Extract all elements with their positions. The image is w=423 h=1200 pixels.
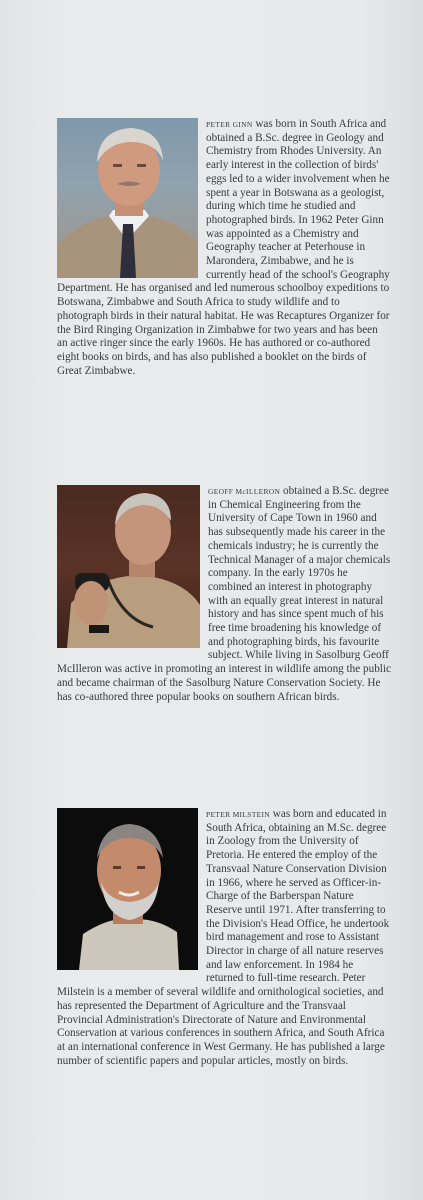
author-name-peter-ginn: PETER GINN — [206, 120, 253, 129]
author-bio-peter-ginn — [57, 118, 391, 378]
author-photo-geoff-mcilleron — [57, 485, 200, 648]
author-name-peter-milstein: PETER MILSTEIN — [206, 810, 270, 819]
author-bio-geoff-mcilleron — [57, 485, 391, 704]
author-name-geoff-mcilleron: GEOFF McILLERON — [208, 487, 281, 496]
author-bio-text-peter-milstein: was born and educated in South Africa, obtaining an M.Sc. degree in Zoology from the University of Pretoria. He entered the employ of the Transvaal Nature Conservation Division in 1966, where he served as Officer-in-Charge of the Barberspan Nature Reserve until 1971. After transferring to the Division's Head Office, he undertook bird management and rose to Assistant Director in charge of all nature reserves and law enforcement. In 1984 he returned to full-time research. Peter Milstein is a member of several wildlife and ornithological societies, and has represented the Department of Agriculture and the Transvaal Provincial Administration's Directorate of Nature and Environmental Conservation at various conferences in southern Africa, and South Africa at an international conference in West Germany. He has published a large number of scientific papers and popular articles, mostly on birds. — [57, 808, 390, 1067]
author-photo-peter-ginn — [57, 118, 198, 278]
author-bio-text-peter-ginn: was born in South Africa and obtained a B.Sc. degree in Geology and Chemistry from Rhodes University. An early interest in the collection of birds' eggs led to a wider involvement when he spent a year in Botswana as a geologist, during which time he studied and photographed birds. In 1962 Peter Ginn was appointed as a Chemistry and Geography teacher at Peterhouse in Marondera, Zimbabwe, and he is currently head of the school's Geography Department. He has organised and led numerous schoolboy expeditions to Botswana, Zimbabwe and South Africa to study wildlife and to photograph birds in their natural habitat. He was Recaptures Organizer for the Bird Ringing Organization in Zimbabwe for two years and has been an active ringer since the early 1960s. He has authored or co-authored eight books on birds, and has also published a booklet on the birds of Great Zimbabwe. — [57, 118, 390, 377]
author-bio-peter-milstein — [57, 808, 391, 1068]
author-photo-peter-milstein — [57, 808, 198, 970]
author-bio-text-geoff-mcilleron: obtained a B.Sc. degree in Chemical Engineering from the University of Cape Town in 1960 and has subsequently made his career in the chemicals industry; he is currently the Technical Manager of a major chemicals company. In the early 1970s he combined an interest in photography with an equally great interest in natural history and has since spent much of his free time broadening his knowledge of and photographing birds, his favourite subject. While living in Sasolburg Geoff McIlleron was active in promoting an interest in wildlife among the public and became chairman of the Sasolburg Nature Conservation Society. He has co-authored three popular books on southern African birds. — [57, 485, 391, 703]
